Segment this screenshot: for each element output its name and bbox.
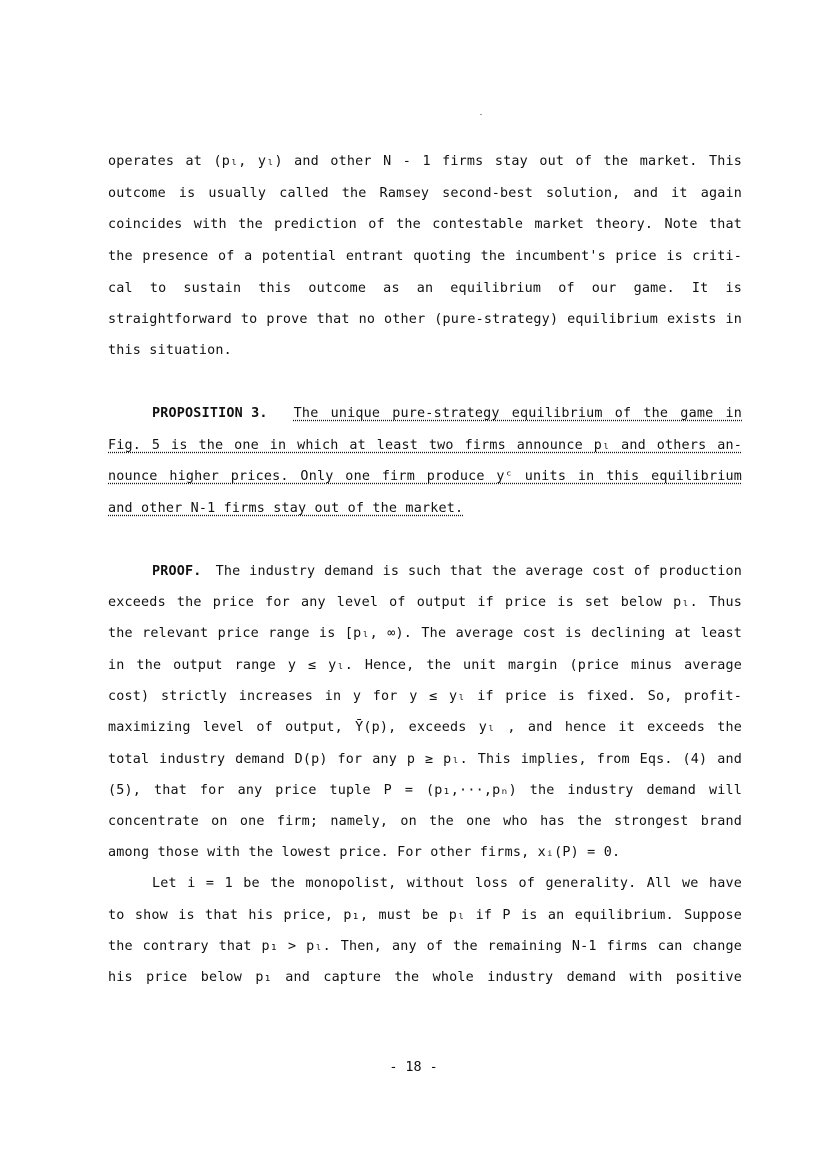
proposition-label: PROPOSITION 3.	[152, 406, 268, 421]
proposition-text: Fig. 5 is the one in which at least two firms announce pₗ and others an-	[108, 438, 742, 453]
proposition-text: nounce higher prices. Only one firm produce yᶜ units in this equilibrium	[108, 469, 742, 484]
text-line: outcome is usually called the Ramsey second-best solution, and it again	[108, 186, 742, 201]
proof-text: exceeds the price for any level of output if price is set below pₗ. Thus	[108, 595, 742, 610]
text-line: the contrary that p₁ > pₗ. Then, any of the remaining N-1 firms can change	[108, 939, 742, 954]
proof-text: total industry demand D(p) for any p ≥ pₗ. This implies, from Eqs. (4) and	[108, 752, 742, 767]
text-line: cal to sustain this outcome as an equilibrium of our game. It is	[108, 281, 742, 296]
proof-text: The industry demand is such that the average cost of production	[215, 564, 742, 579]
proof-heading-line	[152, 562, 742, 582]
proof-text: cost) strictly increases in y for y ≤ yₗ if price is fixed. So, profit-	[108, 689, 742, 704]
proof-label: PROOF.	[152, 564, 202, 579]
scan-speck	[480, 114, 482, 115]
page-number: - 18 -	[389, 1060, 438, 1075]
proof-text: maximizing level of output, Ȳ(p), exceeds yₗ , and hence it exceeds the	[108, 720, 742, 735]
proof-text: among those with the lowest price. For other firms, xᵢ(P) = 0.	[108, 845, 621, 860]
proof-text: (5), that for any price tuple P = (p₁,···,pₙ) the industry demand will	[108, 783, 742, 798]
text-line: coincides with the prediction of the contestable market theory. Note that	[108, 217, 742, 232]
text-line: this situation.	[108, 343, 232, 358]
proposition-text: and other N-1 firms stay out of the market.	[108, 501, 464, 516]
text-line: straightforward to prove that no other (pure-strategy) equilibrium exists in	[108, 312, 742, 327]
text-line: Let i = 1 be the monopolist, without loss of generality. All we have	[152, 876, 742, 891]
proposition-text: The unique pure-strategy equilibrium of the game in	[293, 406, 742, 421]
proposition-heading-line	[152, 404, 742, 424]
proof-text: concentrate on one firm; namely, on the one who has the strongest brand	[108, 814, 742, 829]
text-line: to show is that his price, p₁, must be pₗ if P is an equilibrium. Suppose	[108, 908, 742, 923]
proof-text: in the output range y ≤ yₗ. Hence, the unit margin (price minus average	[108, 658, 742, 673]
proof-text: the relevant price range is [pₗ, ∞). The average cost is declining at least	[108, 626, 742, 641]
text-line: the presence of a potential entrant quoting the incumbent's price is criti-	[108, 249, 742, 264]
text-line: his price below p₁ and capture the whole industry demand with positive	[108, 970, 742, 985]
text-line: operates at (pₗ, yₗ) and other N - 1 firms stay out of the market. This	[108, 154, 742, 169]
